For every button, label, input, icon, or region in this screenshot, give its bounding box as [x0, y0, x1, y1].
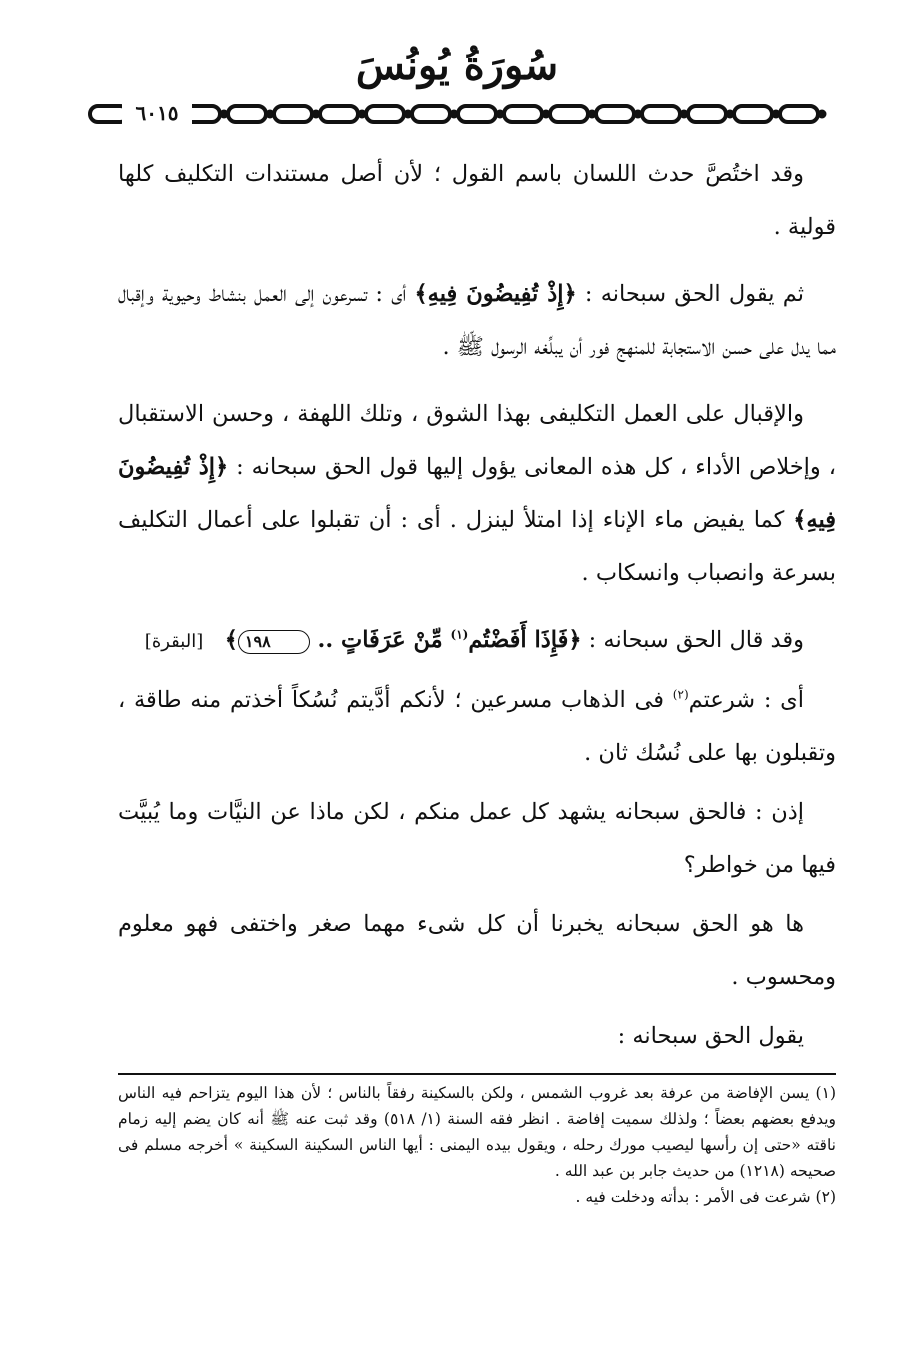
chain-dot — [222, 112, 227, 117]
footnote-separator — [118, 1073, 836, 1075]
ayah-number: ١٩٨ — [238, 630, 310, 654]
chain-link — [458, 106, 496, 122]
chain-dot — [728, 112, 733, 117]
chain-link — [596, 106, 634, 122]
chain-link — [734, 106, 772, 122]
chain-link — [228, 106, 266, 122]
chain-dot — [774, 112, 779, 117]
chain-link — [642, 106, 680, 122]
footnotes — [118, 1080, 836, 1210]
chain-dot — [682, 112, 687, 117]
quran-verse: ﴿إِذْ تُفِيضُونَ فِيهِ﴾ — [118, 454, 836, 533]
decorative-border — [88, 100, 836, 128]
chain-dot — [360, 112, 365, 117]
paragraph-4: وقد قال الحق سبحانه : ﴿فَإِذَا أَفَضْتُم$^{(١)}$ مِّنْ عَرَفَاتٍ .. ١٩٨﴾ [البقرة] — [144, 627, 804, 653]
chain-dot — [590, 112, 595, 117]
chain-dot — [820, 112, 825, 117]
paragraph-8: يقول الحق سبحانه : — [617, 1023, 804, 1049]
surah-reference: [البقرة] — [144, 631, 204, 652]
chain-dot — [314, 112, 319, 117]
paragraph-6: إذن : فالحق سبحانه يشهد كل عمل منكم ، لكن ماذا عن النيَّات وما يُبيَّت فيها من خواطر؟ — [118, 799, 836, 878]
chain-link — [504, 106, 542, 122]
footnote-2: (٢) شرعت فى الأمر : بدأته ودخلت فيه . — [575, 1188, 836, 1206]
chain-dot — [452, 112, 457, 117]
page-number: ٦٠١٥ — [122, 101, 192, 125]
paragraph-7: ها هو الحق سبحانه يخبرنا أن كل شىء مهما صغر واختفى فهو معلوم ومحسوب . — [118, 911, 836, 990]
surah-title: سُورَةُ يُونُسَ — [355, 42, 559, 89]
chain-link — [688, 106, 726, 122]
footnote-marker: (٢) — [672, 687, 689, 702]
paragraph-1: وقد اختُصَّ حدث اللسان باسم القول ؛ لأن أصل مستندات التكليف كلها قولية . — [118, 161, 836, 240]
chain-link — [274, 106, 312, 122]
chain-link — [550, 106, 588, 122]
footnote-1: (١) يسن الإفاضة من عرفة بعد غروب الشمس ، ولكن بالسكينة رفقاً بالناس ؛ لأن هذا اليوم يتزاحم فيه الناس ويدفع بعضهم بعضاً ؛ ولذلك سميت إفاضة . انظر فقه السنة (١/ ٥١٨) وقد ثبت عنه ﷺ أنه كان يضم إليه زمام ناقته «حتى إن رأسها ليصيب مورك رحله ، ويقول بيده اليمنى : أيها الناس السكينة السكينة » أخرجه مسلم فى صحيحه (١٢١٨) من حديث جابر بن عبد الله . — [118, 1084, 836, 1180]
paragraph-3: والإقبال على العمل التكليفى بهذا الشوق ، وتلك اللهفة ، وحسن الاستقبال ، وإخلاص الأداء ، كل هذه المعانى يؤول إليها قول الحق سبحانه : ﴿إِذْ تُفِيضُونَ فِيهِ﴾ كما يفيض ماء الإناء إذا امتلأ لينزل . أى : أن تقبلوا على أعمال التكليف بسرعة وانصباب وانسكاب . — [118, 401, 836, 586]
chain-dot — [498, 112, 503, 117]
chain-dot — [268, 112, 273, 117]
main-text — [118, 148, 836, 1069]
paragraph-2: ثم يقول الحق سبحانه : ﴿إِذْ تُفِيضُونَ فِيهِ﴾ أى : تسرعون إلى العمل بنشاط وحيوية وإقبال مما يدل على حسن الاستجابة للمنهج فور أن يبلِّغه الرسول ﷺ . — [118, 281, 836, 360]
chain-link — [366, 106, 404, 122]
paragraph-5: أى : شرعتم$^{(٢)}$ فى الذهاب مسرعين ؛ لأنكم أدَّيتم نُسُكاً أخذتم منه طاقة ، وتقبلون بها على نُسُك ثان . — [118, 687, 836, 766]
chain-link — [320, 106, 358, 122]
chain-link — [412, 106, 450, 122]
chain-dot — [406, 112, 411, 117]
chain-link — [780, 106, 818, 122]
quran-verse: ﴿إِذْ تُفِيضُونَ فِيهِ﴾ — [414, 281, 577, 307]
quran-verse: ﴿فَإِذَا أَفَضْتُم$^{(١)}$ مِّنْ عَرَفَاتٍ .. ١٩٨﴾ — [224, 627, 582, 653]
footnote-marker: (١) — [450, 627, 469, 642]
chain-dot — [636, 112, 641, 117]
chain-dot — [544, 112, 549, 117]
